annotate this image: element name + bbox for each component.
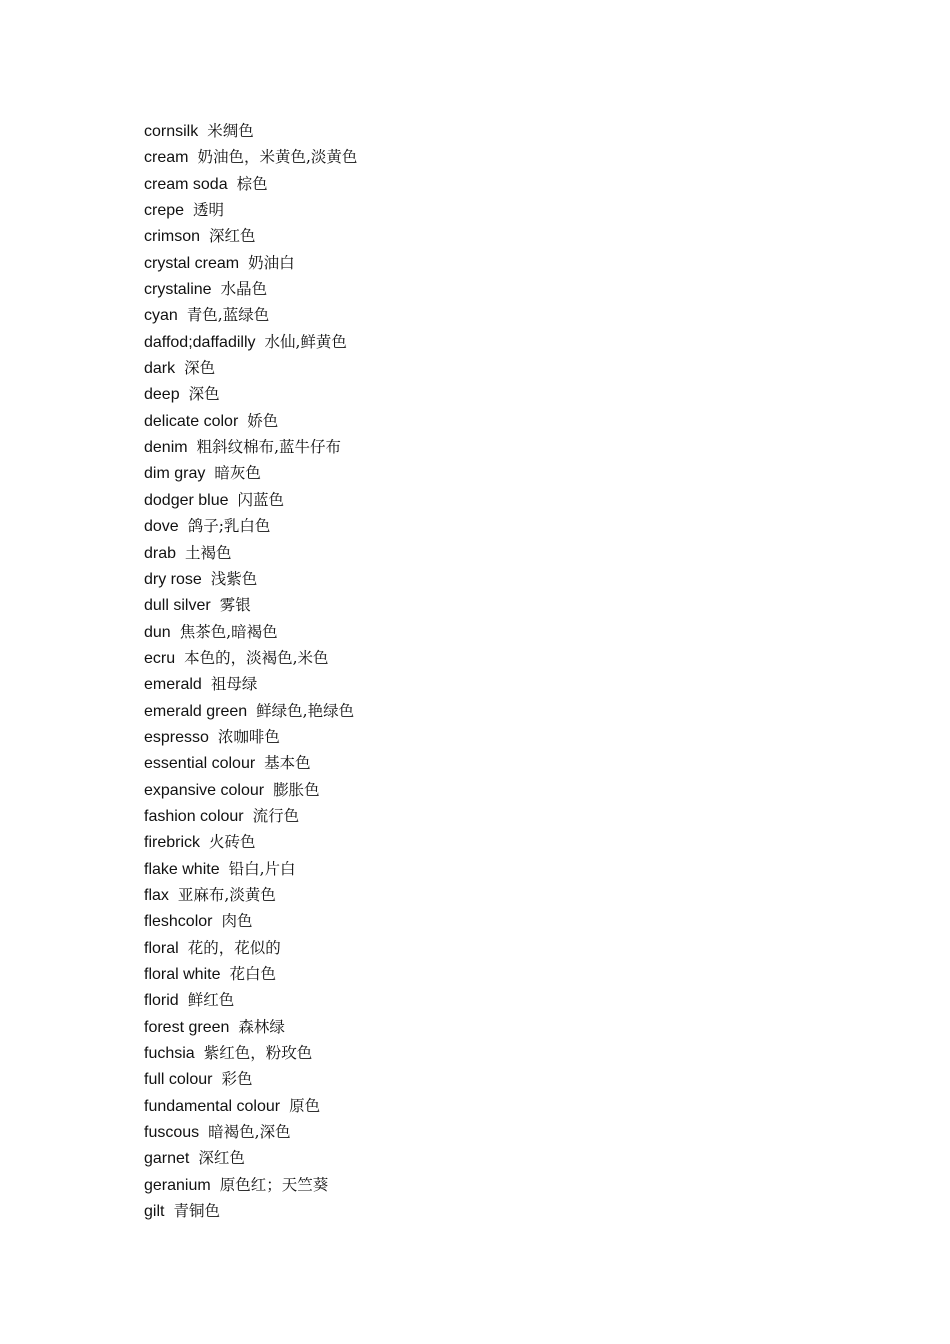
color-term-meaning: 原色 xyxy=(289,1096,321,1115)
color-term: dun xyxy=(144,623,171,641)
color-term-entry xyxy=(144,856,357,882)
color-term: dull silver xyxy=(144,597,211,615)
color-term: deep xyxy=(144,386,180,404)
color-term: flax xyxy=(144,886,169,904)
color-term-meaning: 紫红色，粉玫色 xyxy=(203,1044,313,1063)
color-term: cream xyxy=(144,149,189,167)
color-term-entry xyxy=(144,566,357,592)
color-term-meaning: 花的，花似的 xyxy=(187,938,281,957)
color-term-meaning: 浓咖啡色 xyxy=(217,727,280,746)
color-term-meaning: 肉色 xyxy=(221,912,253,931)
color-term: geranium xyxy=(144,1176,211,1194)
color-term-meaning: 祖母绿 xyxy=(210,675,258,694)
color-term-entry xyxy=(144,460,357,486)
color-term: essential colour xyxy=(144,755,256,773)
color-term-entry xyxy=(144,223,357,249)
color-term-meaning: 火砖色 xyxy=(209,833,256,852)
color-term: cornsilk xyxy=(144,123,199,140)
color-term-entry xyxy=(144,144,357,170)
color-term-entry xyxy=(144,276,357,302)
color-term: ecru xyxy=(144,649,176,667)
color-term-meaning: 流行色 xyxy=(252,806,300,825)
color-term-meaning: 土褐色 xyxy=(185,543,232,562)
color-term-entry xyxy=(144,381,357,407)
color-term-list xyxy=(144,118,357,1224)
color-term: floral xyxy=(144,939,179,957)
color-term: daffod;daffadilly xyxy=(144,333,256,351)
color-term-meaning: 膨胀色 xyxy=(273,780,320,799)
color-term-entry xyxy=(144,1145,357,1171)
color-term: crepe xyxy=(144,202,185,220)
color-term-entry xyxy=(144,750,357,776)
color-term: dry rose xyxy=(144,570,202,588)
color-term-entry xyxy=(144,671,357,697)
color-term-meaning: 铅白,片白 xyxy=(228,859,296,878)
color-term: expansive colour xyxy=(144,781,265,799)
color-term: floral white xyxy=(144,966,221,983)
color-term: fuscous xyxy=(144,1124,200,1142)
color-term: drab xyxy=(144,544,177,562)
color-term: dark xyxy=(144,360,176,378)
color-term-entry xyxy=(144,987,357,1013)
color-term: full colour xyxy=(144,1071,213,1089)
color-term-meaning: 深色 xyxy=(184,359,216,378)
color-term: cream soda xyxy=(144,175,228,193)
color-term-entry xyxy=(144,1172,357,1198)
color-term: espresso xyxy=(144,728,209,746)
color-term-entry xyxy=(144,513,357,539)
color-term-meaning: 深红色 xyxy=(209,227,256,246)
color-term-entry xyxy=(144,540,357,566)
color-term-meaning: 米绸色 xyxy=(207,122,254,140)
color-term-meaning: 娇色 xyxy=(247,411,279,430)
color-term-meaning: 彩色 xyxy=(221,1070,253,1089)
color-term: emerald xyxy=(144,676,202,694)
color-term-meaning: 森林绿 xyxy=(238,1017,285,1036)
color-term: forest green xyxy=(144,1018,230,1036)
color-term-meaning: 水仙,鲜黄色 xyxy=(264,332,347,351)
color-term: delicate color xyxy=(144,412,239,430)
color-term-entry xyxy=(144,882,357,908)
color-term-meaning: 青铜色 xyxy=(173,1202,220,1221)
color-term-meaning: 鲜绿色,艳绿色 xyxy=(256,701,355,720)
color-term-entry xyxy=(144,803,357,829)
color-term-meaning: 透明 xyxy=(193,201,225,220)
color-term: gilt xyxy=(144,1203,165,1221)
color-term-meaning: 奶油白 xyxy=(248,253,295,272)
color-term-entry xyxy=(144,592,357,618)
color-term-entry xyxy=(144,329,357,355)
color-term-entry xyxy=(144,250,357,276)
color-term: fuchsia xyxy=(144,1045,195,1063)
color-term: crystal cream xyxy=(144,254,240,272)
color-term-entry xyxy=(144,777,357,803)
color-term-entry xyxy=(144,698,357,724)
color-term-meaning: 焦茶色,暗褐色 xyxy=(179,622,278,641)
color-term-entry xyxy=(144,1119,357,1145)
color-term-meaning: 暗褐色,深色 xyxy=(208,1123,291,1142)
color-term-meaning: 棕色 xyxy=(236,174,268,193)
color-term-meaning: 浅紫色 xyxy=(210,569,258,588)
color-term: fundamental colour xyxy=(144,1097,281,1115)
color-term-entry xyxy=(144,1040,357,1066)
color-term-meaning: 青色,蓝绿色 xyxy=(186,306,270,325)
color-term: denim xyxy=(144,439,188,457)
color-term-meaning: 鸽子;乳白色 xyxy=(187,517,271,536)
color-term-entry xyxy=(144,1066,357,1092)
color-term-entry xyxy=(144,487,357,513)
color-term-meaning: 花白色 xyxy=(229,965,276,983)
color-term-entry xyxy=(144,619,357,645)
color-term-entry xyxy=(144,1198,357,1224)
color-term: dodger blue xyxy=(144,491,229,509)
color-term: crystaline xyxy=(144,281,212,299)
color-term-entry xyxy=(144,1014,357,1040)
color-term-meaning: 水晶色 xyxy=(220,280,268,299)
color-term: flake white xyxy=(144,860,220,878)
color-term-entry xyxy=(144,118,357,144)
color-term-entry xyxy=(144,645,357,671)
color-term-entry xyxy=(144,171,357,197)
color-term-meaning: 本色的，淡褐色,米色 xyxy=(184,648,329,667)
color-term-meaning: 原色红；天竺葵 xyxy=(219,1175,329,1194)
color-term-entry xyxy=(144,908,357,934)
color-term-entry xyxy=(144,1093,357,1119)
color-term-entry xyxy=(144,197,357,223)
color-term: emerald green xyxy=(144,702,248,720)
color-term-meaning: 基本色 xyxy=(264,754,311,773)
color-term-meaning: 深色 xyxy=(188,385,220,404)
color-term: crimson xyxy=(144,228,201,246)
color-term-entry xyxy=(144,829,357,855)
color-term: dim gray xyxy=(144,465,206,483)
color-term-entry xyxy=(144,355,357,381)
color-term: florid xyxy=(144,992,179,1010)
color-term-entry xyxy=(144,724,357,750)
color-term: firebrick xyxy=(144,834,201,852)
color-term-meaning: 奶油色，米黄色,淡黄色 xyxy=(197,148,358,167)
color-term-meaning: 深红色 xyxy=(198,1149,245,1168)
color-term: garnet xyxy=(144,1150,190,1168)
color-term: fleshcolor xyxy=(144,913,213,931)
color-term: fashion colour xyxy=(144,807,244,825)
color-term-meaning: 雾银 xyxy=(219,596,251,615)
color-term-meaning: 暗灰色 xyxy=(214,464,261,483)
color-term: cyan xyxy=(144,307,178,325)
color-term: dove xyxy=(144,518,179,536)
color-term-entry xyxy=(144,302,357,328)
color-term-meaning: 闪蓝色 xyxy=(237,490,285,509)
color-term-meaning: 亚麻布,淡黄色 xyxy=(177,885,276,904)
color-term-entry xyxy=(144,935,357,961)
color-term-meaning: 鲜红色 xyxy=(187,991,235,1010)
color-term-entry xyxy=(144,434,357,460)
color-term-meaning: 粗斜纹棉布,蓝牛仔布 xyxy=(196,438,342,457)
color-term-entry xyxy=(144,961,357,987)
color-term-entry xyxy=(144,408,357,434)
